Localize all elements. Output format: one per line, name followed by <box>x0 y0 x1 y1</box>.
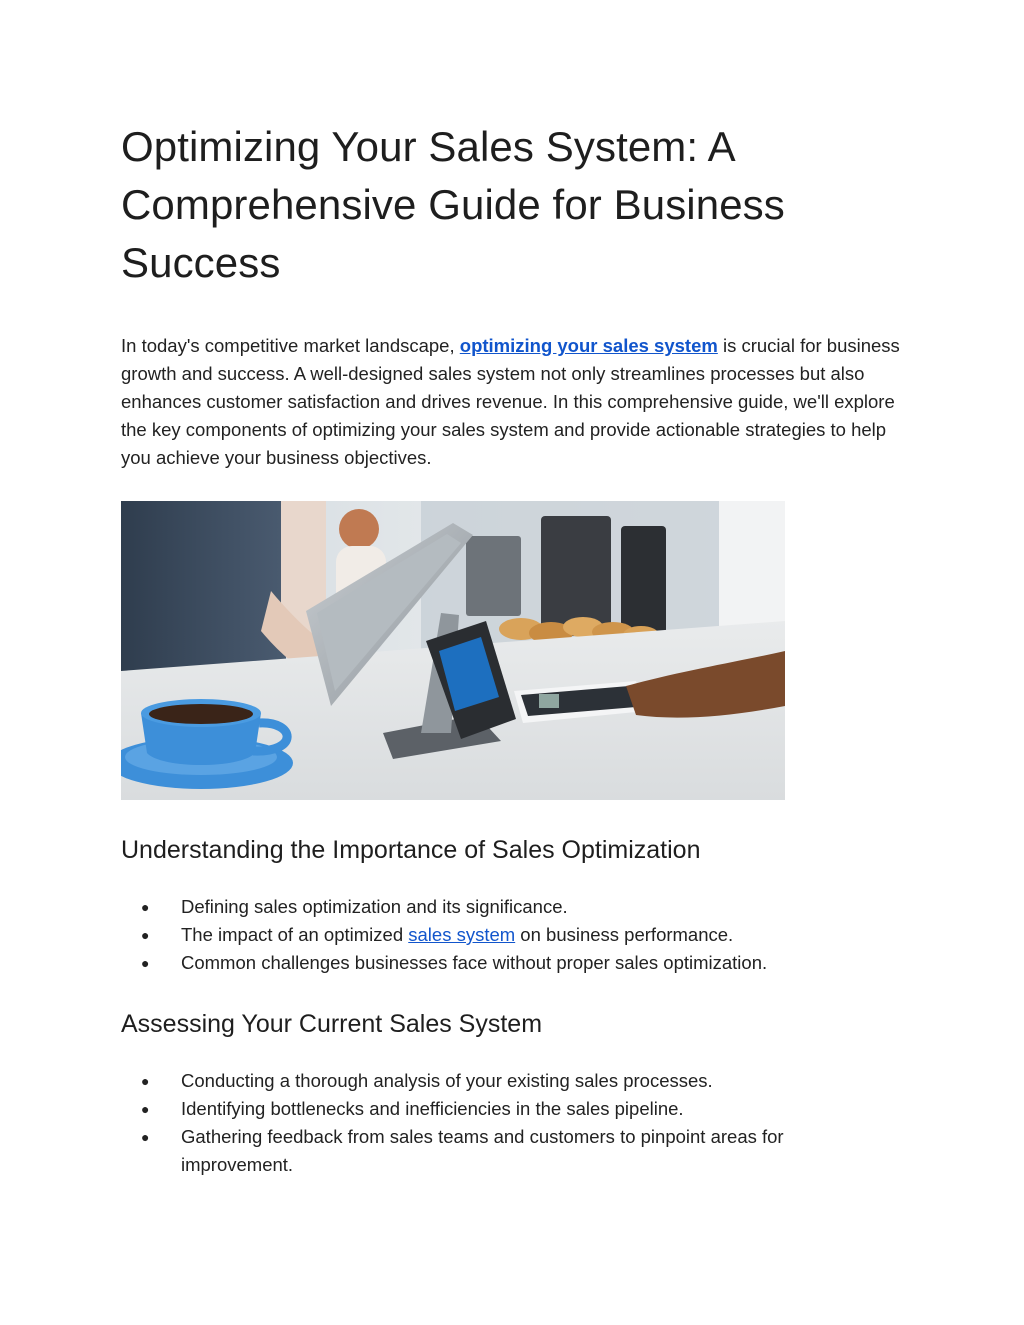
intro-text-end: is crucial for business growth and success. A well-designed sales system not only streamlines processes but also enhances customer satisfaction and drives revenue. In this comprehensive guide, we'll explore the key components of optimizing your sales system and provide actionable strategies to help you achieve your business objectives. <box>121 335 900 468</box>
list-item <box>121 921 881 949</box>
list-item-text: Conducting a thorough analysis of your existing sales processes. <box>181 1070 713 1091</box>
section-heading-importance: Understanding the Importance of Sales Optimization <box>121 836 701 864</box>
sales-system-link[interactable]: sales system <box>408 924 516 945</box>
document-title: Optimizing Your Sales System: A Comprehensive Guide for Business Success <box>121 123 785 286</box>
list-item-text: Identifying bottlenecks and inefficiencies in the sales pipeline. <box>181 1098 684 1119</box>
bullet-icon: ● <box>141 1073 150 1089</box>
list-item-text-end: on business performance. <box>515 924 734 945</box>
bullet-icon: ● <box>141 1101 150 1117</box>
list-item <box>121 1123 881 1179</box>
bullet-icon: ● <box>141 1129 150 1145</box>
intro-text-start: In today's competitive market landscape, <box>121 335 460 356</box>
list-item <box>121 893 881 921</box>
list-item <box>121 1067 881 1095</box>
importance-list <box>121 893 921 977</box>
section-heading-assessing: Assessing Your Current Sales System <box>121 1010 543 1038</box>
list-item <box>121 1095 881 1123</box>
bullet-icon: ● <box>141 955 150 971</box>
list-item-text: Common challenges businesses face without proper sales optimization. <box>181 952 768 973</box>
bullet-icon: ● <box>141 927 150 943</box>
list-item-text-start: The impact of an optimized <box>181 924 409 945</box>
intro-paragraph <box>121 332 911 472</box>
list-item-text: Defining sales optimization and its significance. <box>181 896 568 917</box>
document-page <box>121 118 921 1179</box>
bullet-icon: ● <box>141 899 150 915</box>
list-item <box>121 949 881 977</box>
list-item-text: Gathering feedback from sales teams and customers to pinpoint areas for improvement. <box>181 1126 784 1175</box>
optimizing-sales-system-link[interactable]: optimizing your sales system <box>459 335 718 356</box>
pos-payment-photo <box>121 501 785 800</box>
assessing-list <box>121 1067 921 1179</box>
